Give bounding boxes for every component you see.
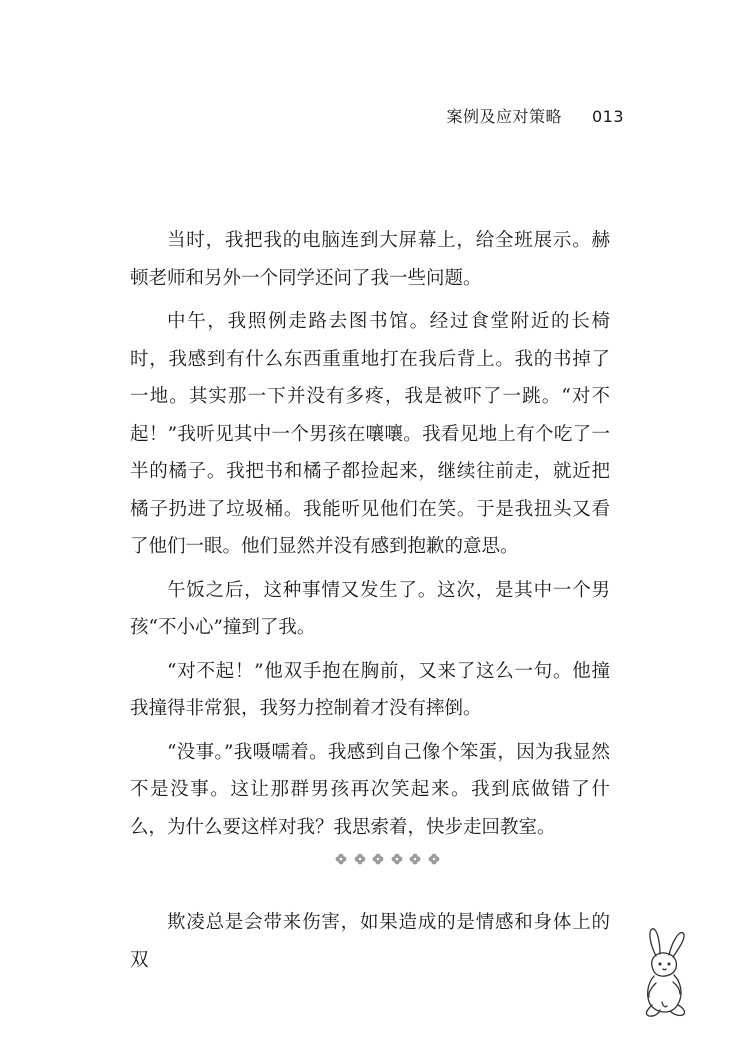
section-title: 案例及应对策略: [446, 107, 562, 126]
flower-icon: [409, 853, 421, 865]
paragraph: 欺凌总是会带来伤害，如果造成的是情感和身体上的双: [130, 912, 610, 971]
bunny-icon: [636, 926, 692, 1022]
flower-icon: [354, 853, 366, 865]
flower-icon: [335, 853, 347, 865]
flower-icon: [428, 853, 440, 865]
flower-icon: [372, 853, 384, 865]
paragraph: “对不起！”他双手抱在胸前，又来了这么一句。他撞我撞得非常狠，我努力控制着才没有摔倒。: [130, 660, 610, 719]
paragraph: 午饭之后，这种事情又发生了。这次，是其中一个男孩“不小心”撞到了我。: [130, 579, 610, 638]
running-header: [446, 104, 624, 127]
paragraph: 当时，我把我的电脑连到大屏幕上，给全班展示。赫顿老师和另外一个同学还问了我一些问题。: [130, 230, 610, 289]
body-text: [130, 222, 610, 852]
paragraph: 中午，我照例走路去图书馆。经过食堂附近的长椅时，我感到有什么东西重重地打在我后背上。我的书掉了一地。其实那一下并没有多疼，我是被吓了一跳。“对不起！”我听见其中一个男孩在嚷嚷。我看见地上有个吃了一半的橘子。我把书和橘子都捡起来，继续往前走，就近把橘子扔进了垃圾桶。我能听见他们在笑。于是我扭头又看了他们一眼。他们显然并没有感到抱歉的意思。: [130, 311, 610, 557]
paragraph: “没事。”我嗫嚅着。我感到自己像个笨蛋，因为我显然不是没事。这让那群男孩再次笑起来。我到底做错了什么，为什么要这样对我？我思索着，快步走回教室。: [130, 741, 610, 838]
flower-icon: [391, 853, 403, 865]
page-number: 013: [591, 107, 624, 126]
section-divider: [335, 853, 440, 865]
